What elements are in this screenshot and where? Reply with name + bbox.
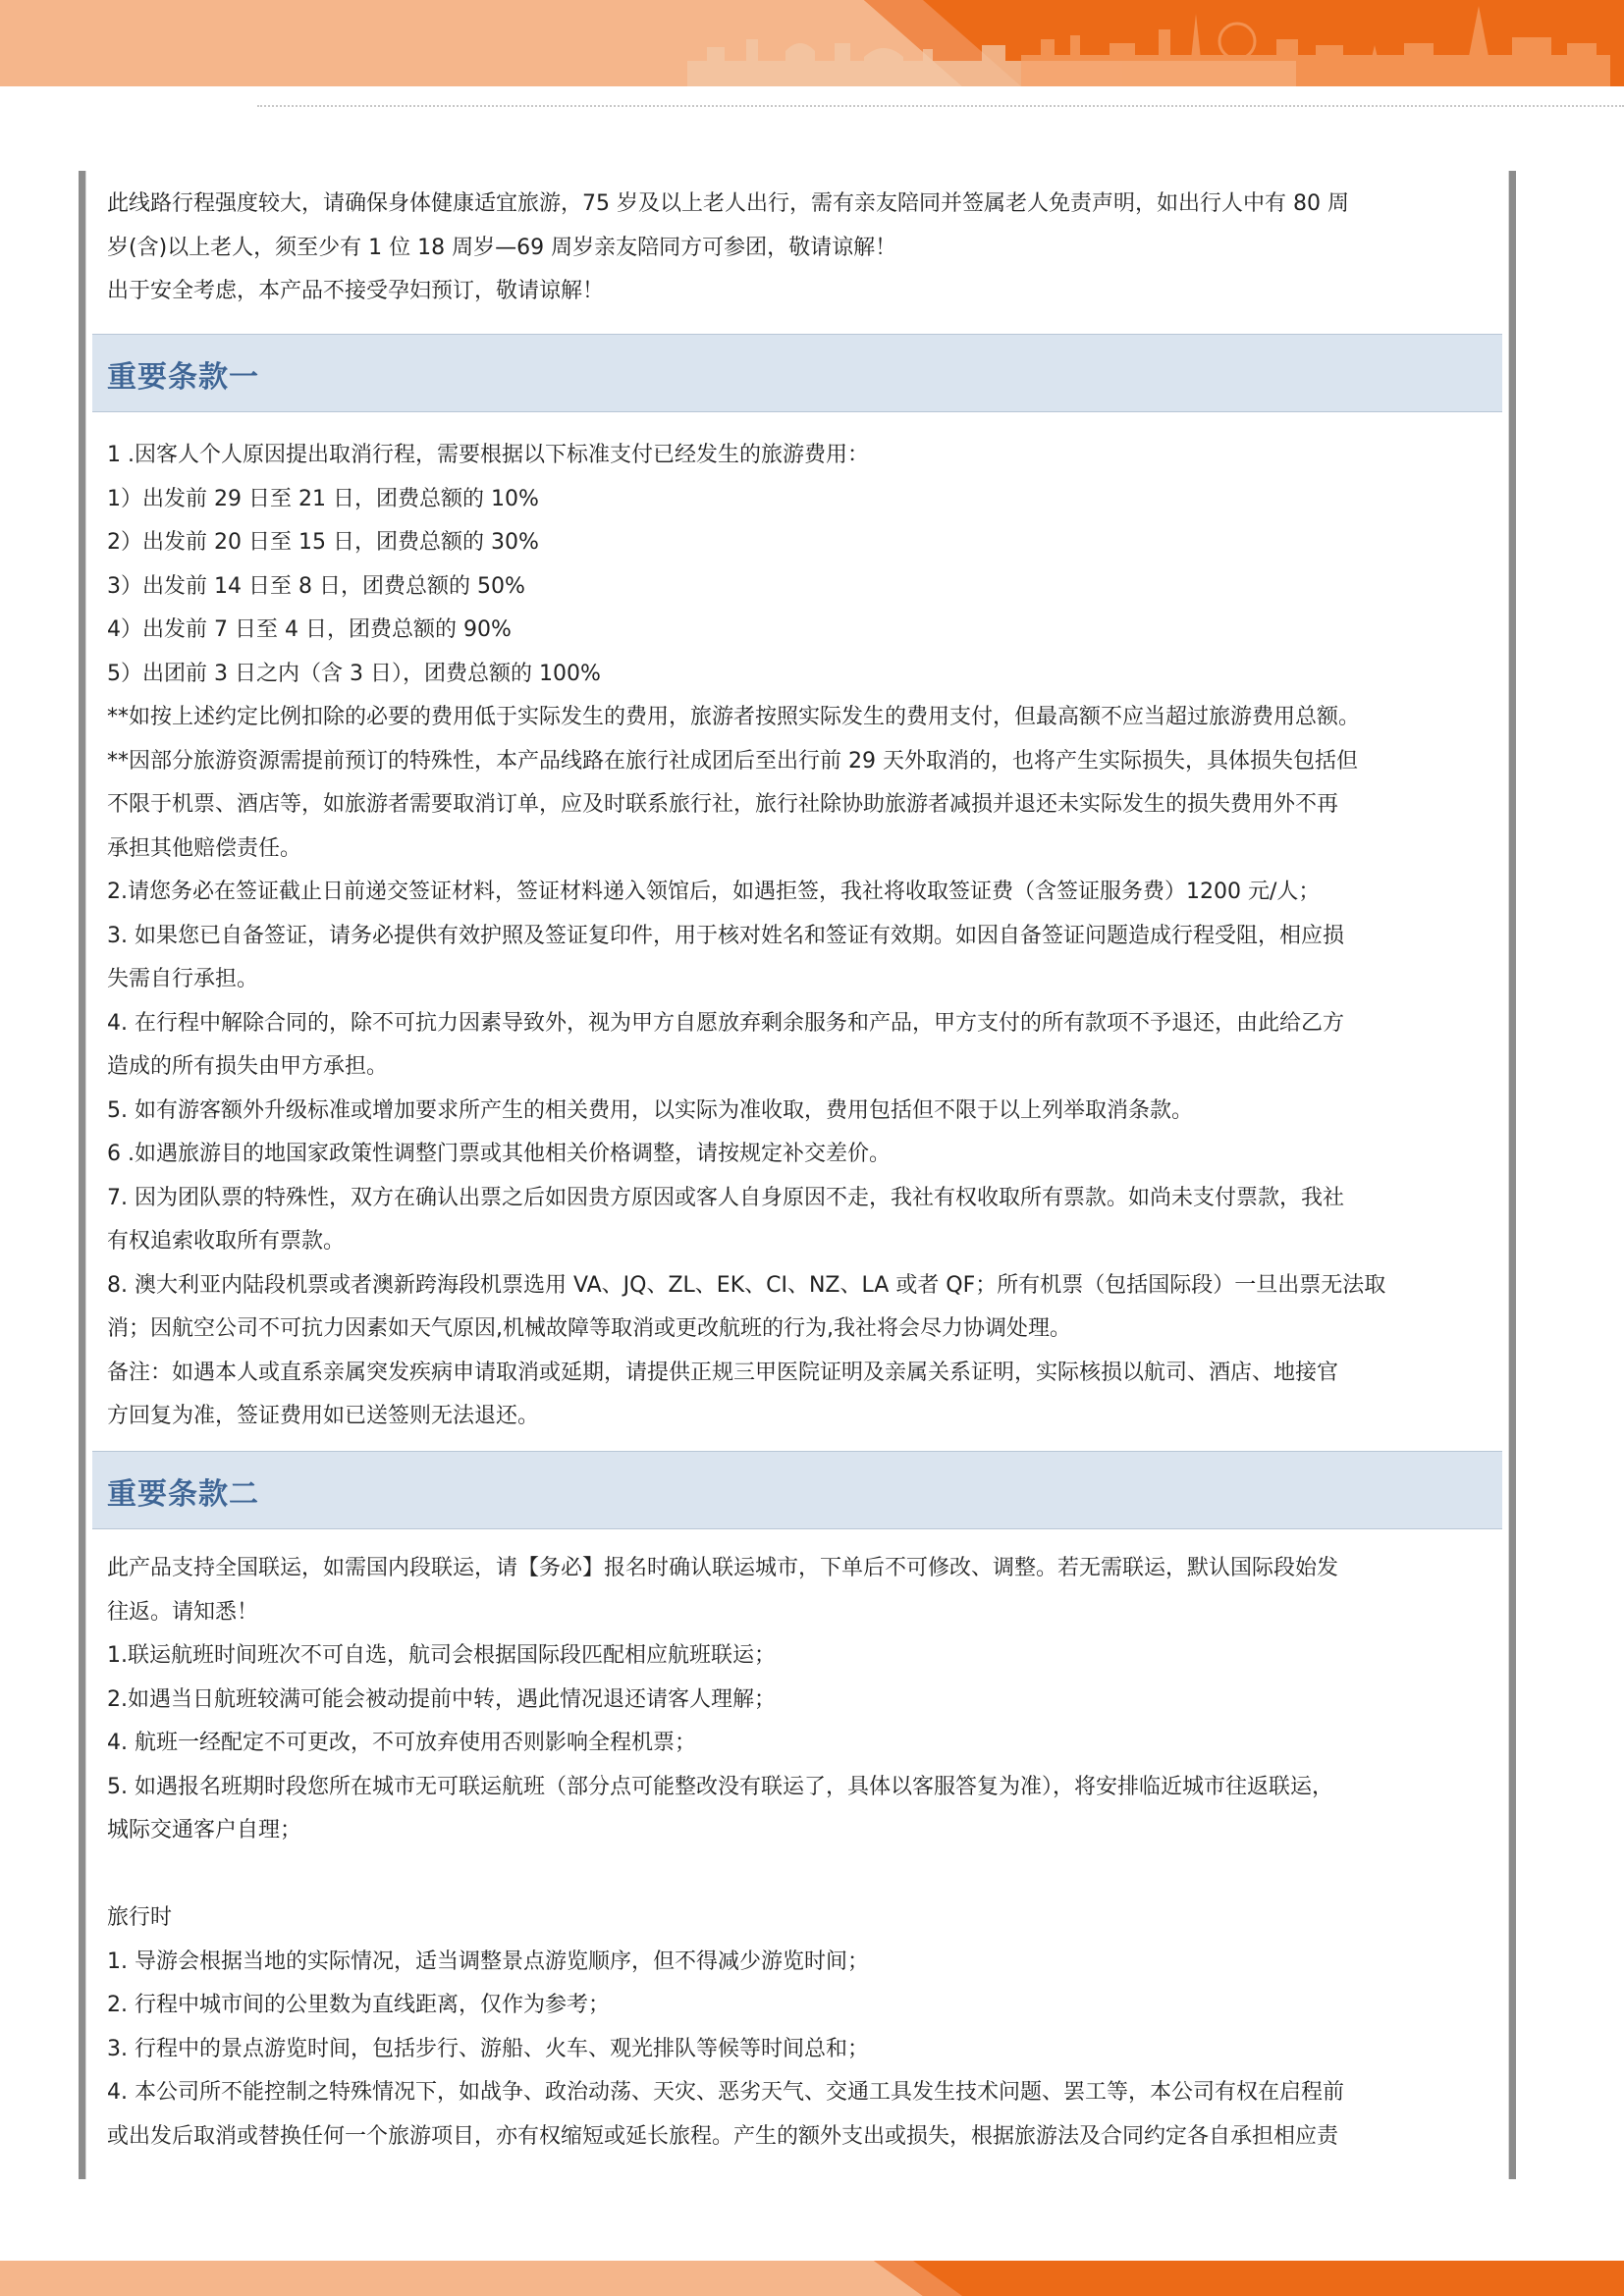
clause-line: 城际交通客户自理；: [107, 1818, 302, 1842]
clause-line: 有权追索收取所有票款。: [107, 1229, 346, 1254]
clause-line: 3. 如果您已自备签证，请务必提供有效护照及签证复印件，用于核对姓名和签证有效期。如因自备签证问题造成行程受阻，相应损: [107, 923, 1344, 948]
intro-line: 岁(含)以上老人，须至少有 1 位 18 周岁—69 周岁亲友陪同方可参团，敬请谅解！: [107, 235, 897, 260]
header-divider: [257, 105, 1624, 107]
clause-line: 7. 因为团队票的特殊性，双方在确认出票之后如因贵方原因或客人自身原因不走，我社有权收取所有票款。如尚未支付票款，我社: [107, 1185, 1344, 1210]
clause-line: 失需自行承担。: [107, 967, 259, 991]
intro-line: 出于安全考虑，本产品不接受孕妇预订，敬请谅解！: [107, 279, 605, 303]
footer-banner: [0, 2261, 1624, 2296]
clause-line: 方回复为准，签证费用如已送签则无法退还。: [107, 1404, 540, 1428]
footer-dark-wedge: [874, 2261, 1624, 2296]
clause-line: 4. 本公司所不能控制之特殊情况下，如战争、政治动荡、天灾、恶劣天气、交通工具发生技术问题、罢工等，本公司有权在启程前: [107, 2080, 1344, 2105]
clause-line: 不限于机票、酒店等，如旅游者需要取消订单，应及时联系旅行社，旅行社除协助旅游者减损并退还未实际发生的损失费用外不再: [107, 792, 1339, 817]
clause-line: 1.联运航班时间班次不可自选，航司会根据国际段匹配相应航班联运；: [107, 1643, 776, 1668]
clause-line: 或出发后取消或替换任何一个旅游项目，亦有权缩短或延长旅程。产生的额外支出或损失，根据旅游法及合同约定各自承担相应责: [107, 2123, 1339, 2149]
clause-line: **因部分旅游资源需提前预订的特殊性，本产品线路在旅行社成团后至出行前 29 天外取消的，也将产生实际损失，具体损失包括但: [107, 748, 1358, 774]
clause-line: 2. 行程中城市间的公里数为直线距离，仅作为参考；: [107, 1993, 610, 2017]
section-body-2: [107, 1547, 1488, 2159]
clause-line: 承担其他赔偿责任。: [107, 835, 302, 861]
header-banner: [0, 0, 1624, 86]
section-header-1: [92, 334, 1502, 412]
clause-line: 5. 如有游客额外升级标准或增加要求所产生的相关费用，以实际为准收取，费用包括但不限于以上列举取消条款。: [107, 1097, 1193, 1123]
clause-line: 8. 澳大利亚内陆段机票或者澳新跨海段机票选用 VA、JQ、ZL、EK、CI、NZ、LA 或者 QF；所有机票（包括国际段）一旦出票无法取: [107, 1272, 1386, 1298]
section-title-1: 重要条款一: [107, 360, 259, 395]
clause-line: 此产品支持全国联运，如需国内段联运，请【务必】报名时确认联运城市，下单后不可修改、调整。若无需联运，默认国际段始发: [107, 1556, 1339, 1580]
clause-line: 4. 在行程中解除合同的，除不可抗力因素导致外，视为甲方自愿放弃剩余服务和产品，甲方支付的所有款项不予退还，由此给乙方: [107, 1010, 1344, 1036]
intro-line: 此线路行程强度较大，请确保身体健康适宜旅游，75 岁及以上老人出行，需有亲友陪同并签属老人免责声明，如出行人中有 80 周: [107, 191, 1349, 216]
clause-line: 消；因航空公司不可抗力因素如天气原因,机械故障等取消或更改航班的行为,我社将会尽力协调处理。: [107, 1316, 1071, 1341]
blank-line: [107, 1853, 1488, 1897]
clause-line: 3. 行程中的景点游览时间，包括步行、游船、火车、观光排队等候等时间总和；: [107, 2036, 869, 2061]
content-frame: [79, 171, 1516, 2179]
section-header-2: [92, 1451, 1502, 1529]
subheading-line: 旅行时: [107, 1905, 173, 1930]
clause-line: 4. 航班一经配定不可更改，不可放弃使用否则影响全程机票；: [107, 1731, 696, 1755]
clause-line: 2.请您务必在签证截止日前递交签证材料，签证材料递入领馆后，如遇拒签，我社将收取签证费（含签证服务费）1200 元/人；: [107, 880, 1321, 904]
clause-line: 1 .因客人个人原因提出取消行程，需要根据以下标准支付已经发生的旅游费用：: [107, 443, 869, 467]
clause-line: 3）出发前 14 日至 8 日，团费总额的 50%: [107, 573, 525, 599]
clause-line: 2.如遇当日航班较满可能会被动提前中转，遇此情况退还请客人理解；: [107, 1686, 776, 1712]
clause-line: 5. 如遇报名班期时段您所在城市无可联运航班（部分点可能整改没有联运了，具体以客服答复为准），将安排临近城市往返联运，: [107, 1774, 1333, 1799]
clause-line: 备注：如遇本人或直系亲属突发疾病申请取消或延期，请提供正规三甲医院证明及亲属关系证明，实际核损以航司、酒店、地接官: [107, 1360, 1339, 1385]
clause-line: 1. 导游会根据当地的实际情况，适当调整景点游览顺序，但不得减少游览时间；: [107, 1949, 869, 1974]
clause-line: 4）出发前 7 日至 4 日，团费总额的 90%: [107, 617, 512, 642]
clause-line: 6 .如遇旅游目的地国家政策性调整门票或其他相关价格调整，请按规定补交差价。: [107, 1142, 891, 1166]
clause-line: **如按上述约定比例扣除的必要的费用低于实际发生的费用，旅游者按照实际发生的费用支付，但最高额不应当超过旅游费用总额。: [107, 705, 1361, 729]
clause-line: 5）出团前 3 日之内（含 3 日），团费总额的 100%: [107, 661, 601, 686]
section-body-1: [107, 434, 1488, 1439]
clause-line: 往返。请知悉！: [107, 1599, 259, 1625]
section-title-2: 重要条款二: [107, 1477, 259, 1512]
clause-line: 造成的所有损失由甲方承担。: [107, 1054, 389, 1079]
clause-line: 1）出发前 29 日至 21 日，团费总额的 10%: [107, 486, 539, 511]
intro-block: [107, 183, 1488, 314]
clause-line: 2）出发前 20 日至 15 日，团费总额的 30%: [107, 530, 539, 555]
